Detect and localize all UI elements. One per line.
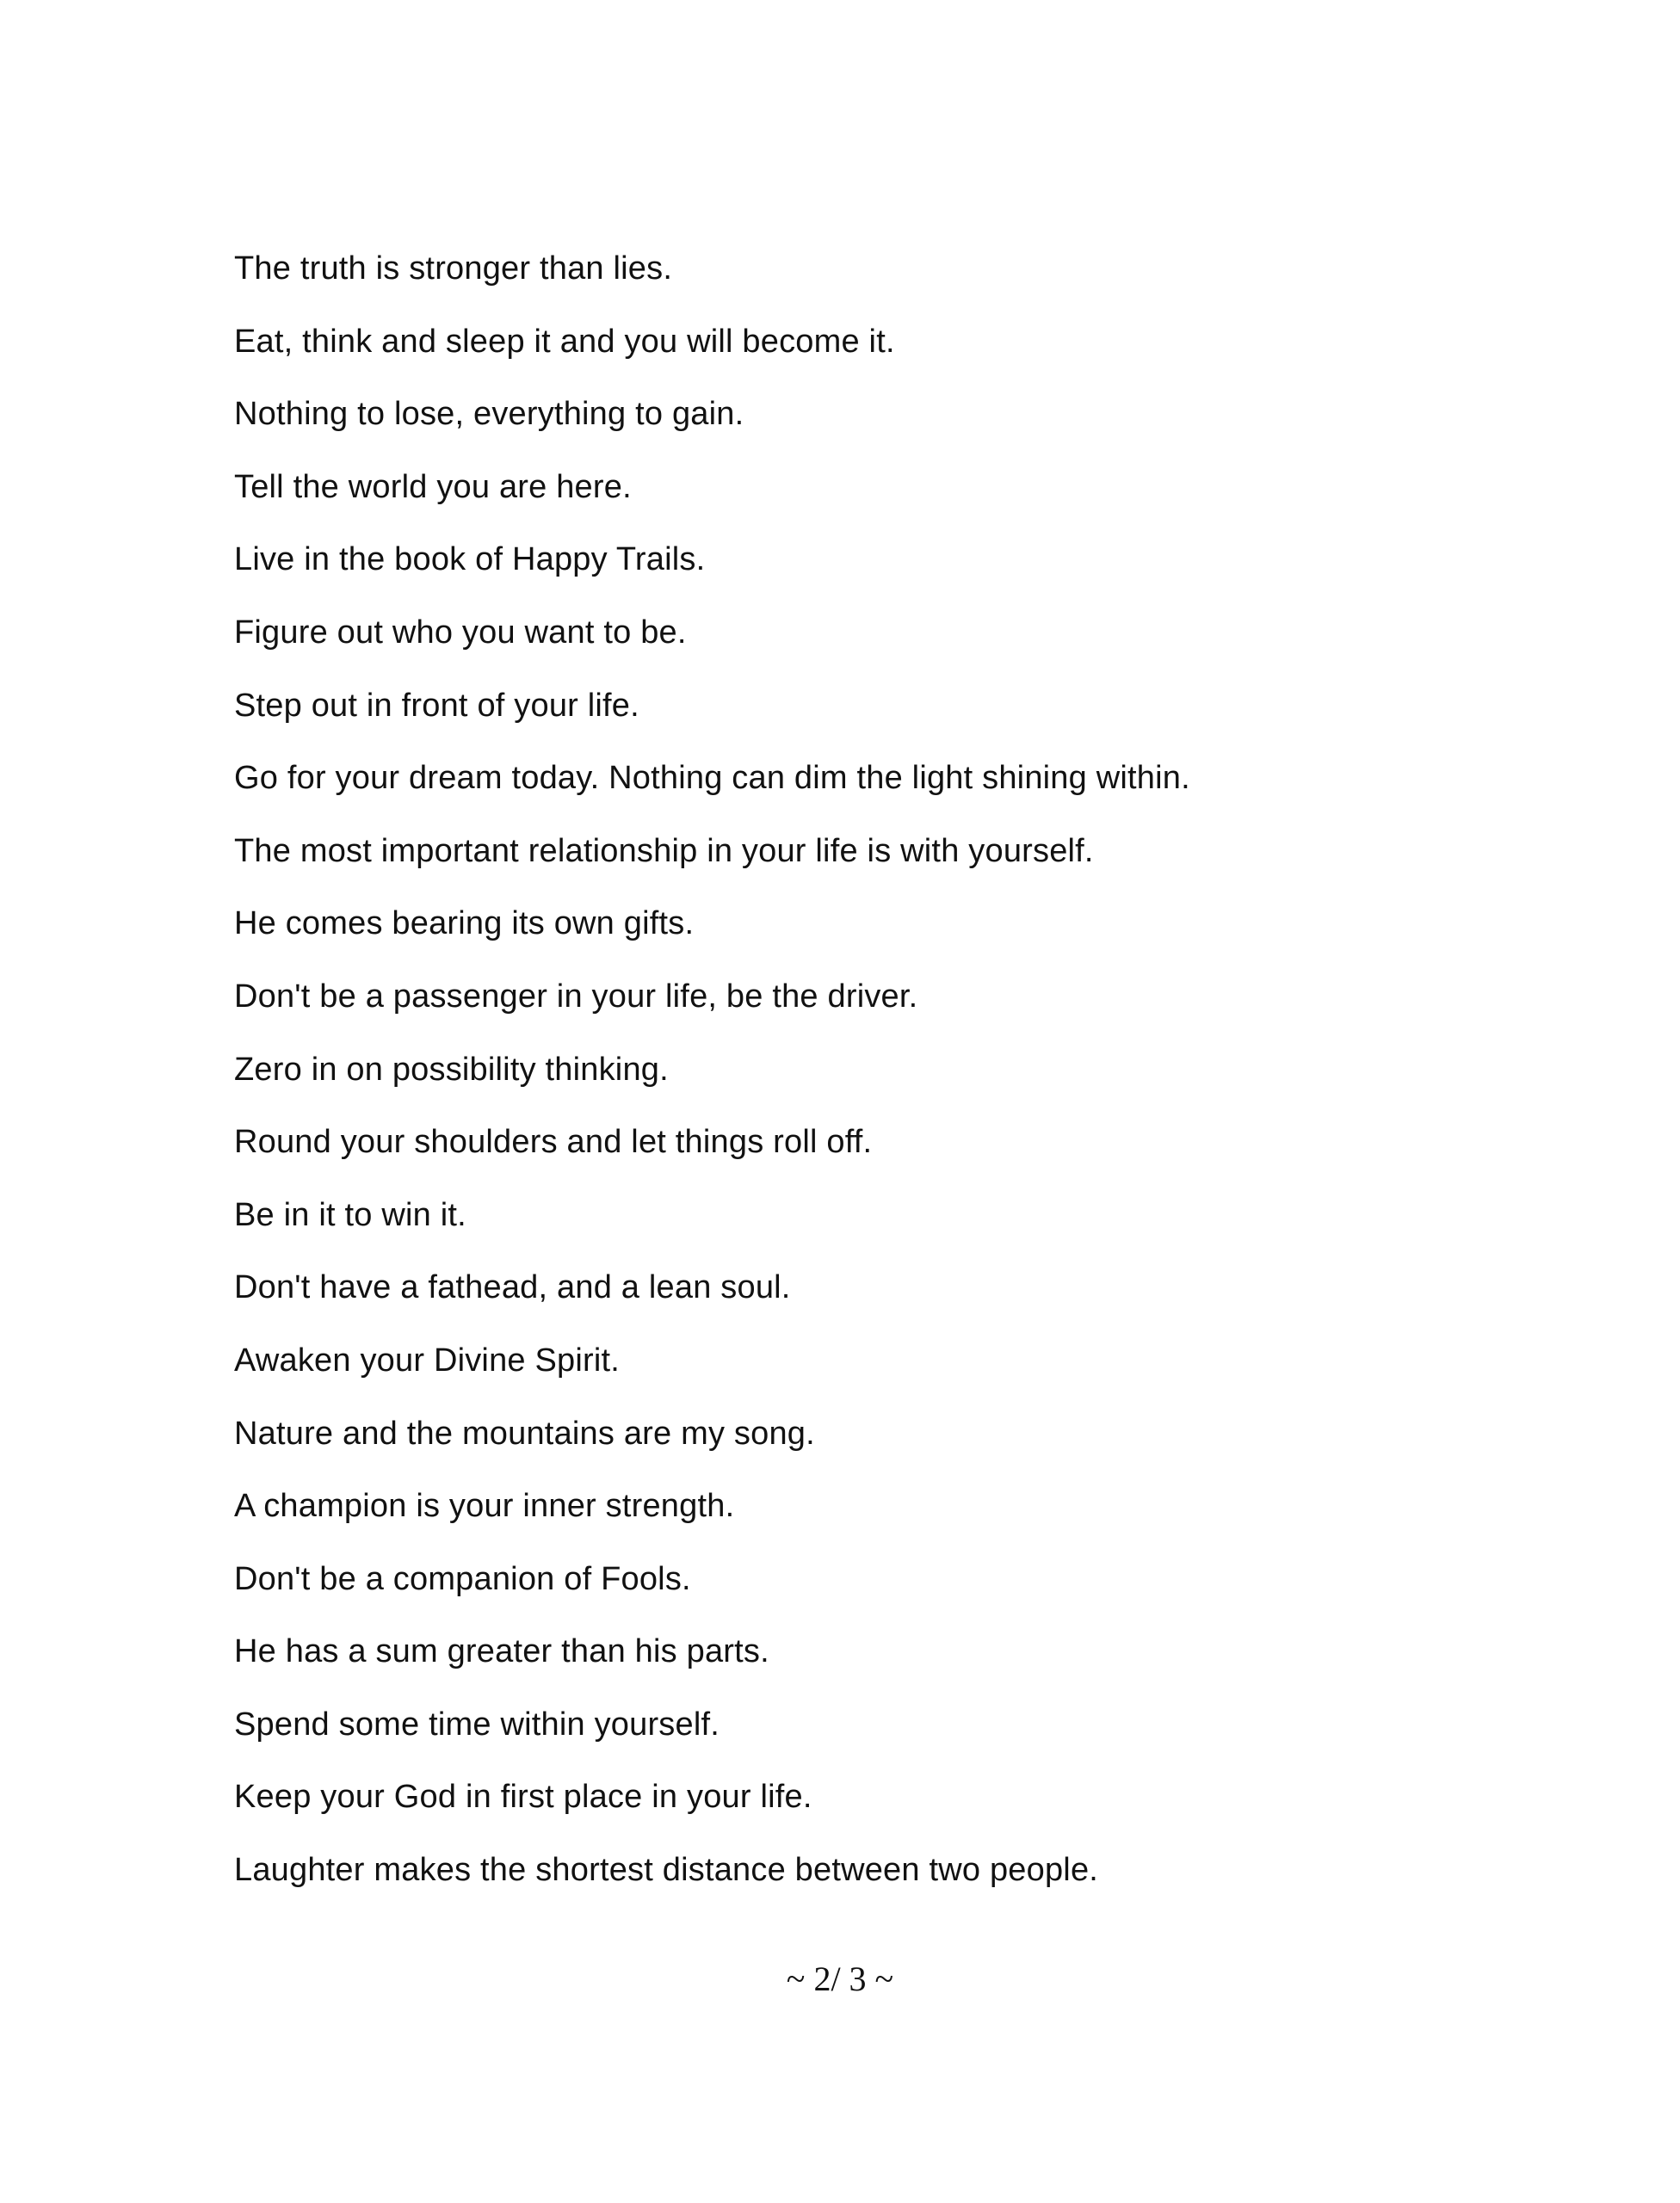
quote-line: Zero in on possibility thinking.	[234, 1051, 669, 1088]
quote-line: Figure out who you want to be.	[234, 614, 687, 651]
quote-line: Step out in front of your life.	[234, 687, 639, 724]
quote-line: Don't have a fathead, and a lean soul.	[234, 1269, 791, 1306]
page-number: ~ 2/ 3 ~	[786, 1959, 894, 1998]
quote-line: Don't be a passenger in your life, be the driver.	[234, 978, 918, 1015]
quote-line: Nothing to lose, everything to gain.	[234, 396, 744, 433]
quote-line: Eat, think and sleep it and you will become it.	[234, 323, 895, 360]
quote-line: He comes bearing its own gifts.	[234, 905, 695, 942]
quote-line: Round your shoulders and let things roll off.	[234, 1124, 873, 1161]
quote-line: The most important relationship in your life is with yourself.	[234, 832, 1094, 869]
quote-line: A champion is your inner strength.	[234, 1488, 735, 1525]
quote-line: Keep your God in first place in your life.	[234, 1779, 812, 1816]
quote-line: Go for your dream today. Nothing can dim the light shining within.	[234, 760, 1190, 797]
quote-line: The truth is stronger than lies.	[234, 250, 673, 287]
quote-line: Be in it to win it.	[234, 1196, 466, 1233]
quote-line: Tell the world you are here.	[234, 468, 632, 505]
quote-line: Nature and the mountains are my song.	[234, 1415, 815, 1452]
quote-list	[234, 243, 1594, 1917]
quote-line: Awaken your Divine Spirit.	[234, 1342, 621, 1379]
quote-line: Spend some time within yourself.	[234, 1706, 720, 1743]
quote-line: Laughter makes the shortest distance between two people.	[234, 1852, 1099, 1889]
quote-line: He has a sum greater than his parts.	[234, 1633, 769, 1670]
quote-line: Live in the book of Happy Trails.	[234, 541, 706, 578]
quote-line: Don't be a companion of Fools.	[234, 1560, 691, 1597]
